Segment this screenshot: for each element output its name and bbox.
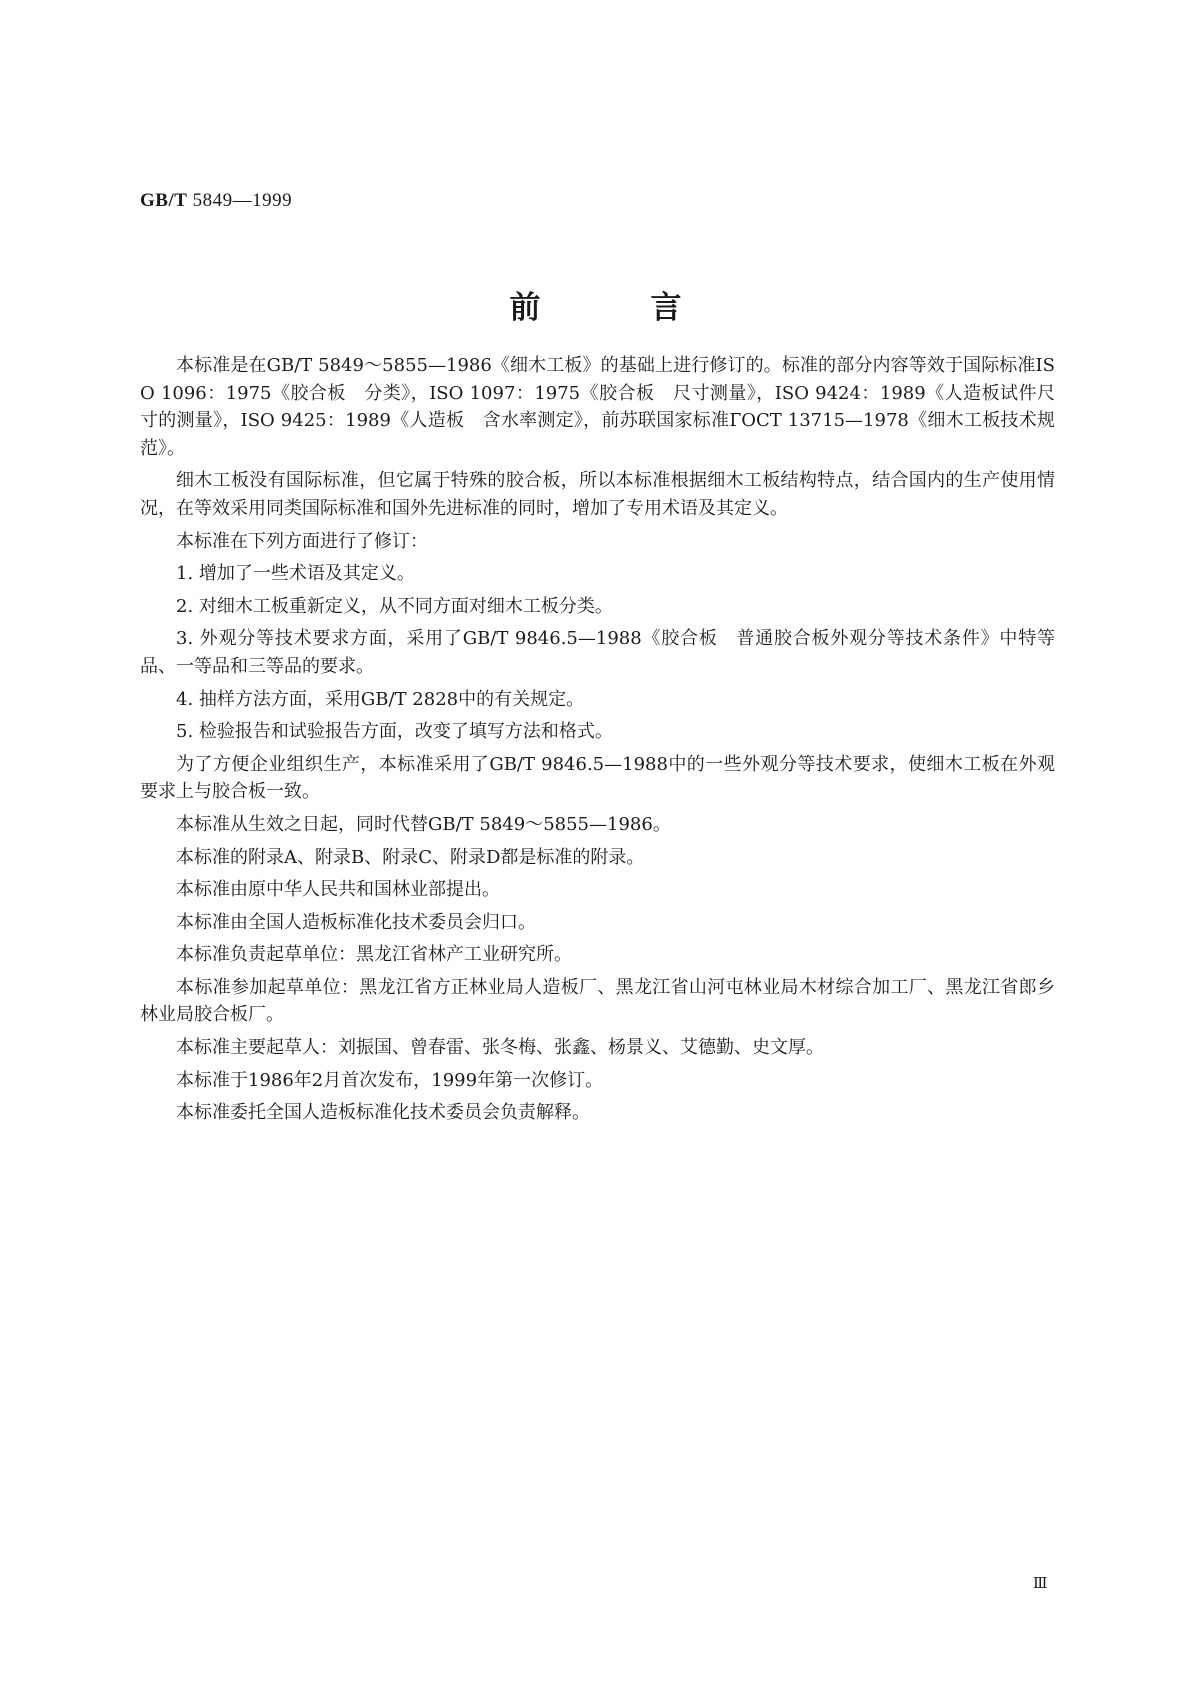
paragraph: 本标准是在GB/T 5849～5855—1986《细木工板》的基础上进行修订的。标准的部分内容等效于国际标准ISO 1096：1975《胶合板 分类》，ISO 1097：1975《胶合板 尺寸测量》，ISO 9424：1989《人造板试件尺寸的测量》，ISO 9425：1989《人造板 含水率测定》，前苏联国家标准ГОСТ 13715—1978《细木工板技术规范》。 xyxy=(140,355,1055,459)
list-item: 5. 检验报告和试验报告方面，改变了填写方法和格式。 xyxy=(176,721,613,743)
list-item: 2. 对细木工板重新定义，从不同方面对细木工板分类。 xyxy=(176,595,613,617)
page-number: Ⅲ xyxy=(1033,1576,1048,1592)
paragraph: 细木工板没有国际标准，但它属于特殊的胶合板，所以本标准根据细木工板结构特点，结合国内的生产使用情况，在等效采用同类国际标准和国外先进标准的同时，增加了专用术语及其定义。 xyxy=(140,470,1055,519)
paragraph: 本标准主要起草人：刘振国、曾春雷、张冬梅、张鑫、杨景义、艾德勤、史文厚。 xyxy=(176,1037,824,1059)
page-title: 前言 xyxy=(509,290,792,326)
standard-prefix: GB/T xyxy=(140,190,188,211)
paragraph: 本标准委托全国人造板标准化技术委员会负责解释。 xyxy=(176,1102,590,1124)
paragraph: 本标准参加起草单位：黑龙江省方正林业局人造板厂、黑龙江省山河屯林业局木材综合加工厂、黑龙江省郎乡林业局胶合板厂。 xyxy=(140,976,1055,1026)
standard-header xyxy=(140,190,292,212)
paragraph: 本标准从生效之日起，同时代替GB/T 5849～5855—1986。 xyxy=(176,813,671,835)
paragraph: 本标准的附录A、附录B、附录C、附录D都是标准的附录。 xyxy=(176,846,645,868)
list-item: 1. 增加了一些术语及其定义。 xyxy=(176,563,415,585)
list-item: 3. 外观分等技术要求方面，采用了GB/T 9846.5—1988《胶合板 普通胶合板外观分等技术条件》中特等品、一等品和三等品的要求。 xyxy=(140,628,1055,677)
paragraph: 本标准在下列方面进行了修订： xyxy=(176,530,428,552)
paragraph: 本标准于1986年2月首次发布，1999年第一次修订。 xyxy=(176,1069,604,1091)
paragraph: 本标准由全国人造板标准化技术委员会归口。 xyxy=(176,911,536,933)
standard-number: 5849—1999 xyxy=(192,190,293,211)
list-item: 4. 抽样方法方面，采用GB/T 2828中的有关规定。 xyxy=(176,688,585,710)
paragraph: 本标准负责起草单位：黑龙江省林产工业研究所。 xyxy=(176,944,572,966)
foreword-body xyxy=(140,352,1055,1132)
paragraph: 本标准由原中华人民共和国林业部提出。 xyxy=(176,879,500,901)
paragraph: 为了方便企业组织生产，本标准采用了GB/T 9846.5—1988中的一些外观分等技术要求，使细木工板在外观要求上与胶合板一致。 xyxy=(140,753,1055,803)
